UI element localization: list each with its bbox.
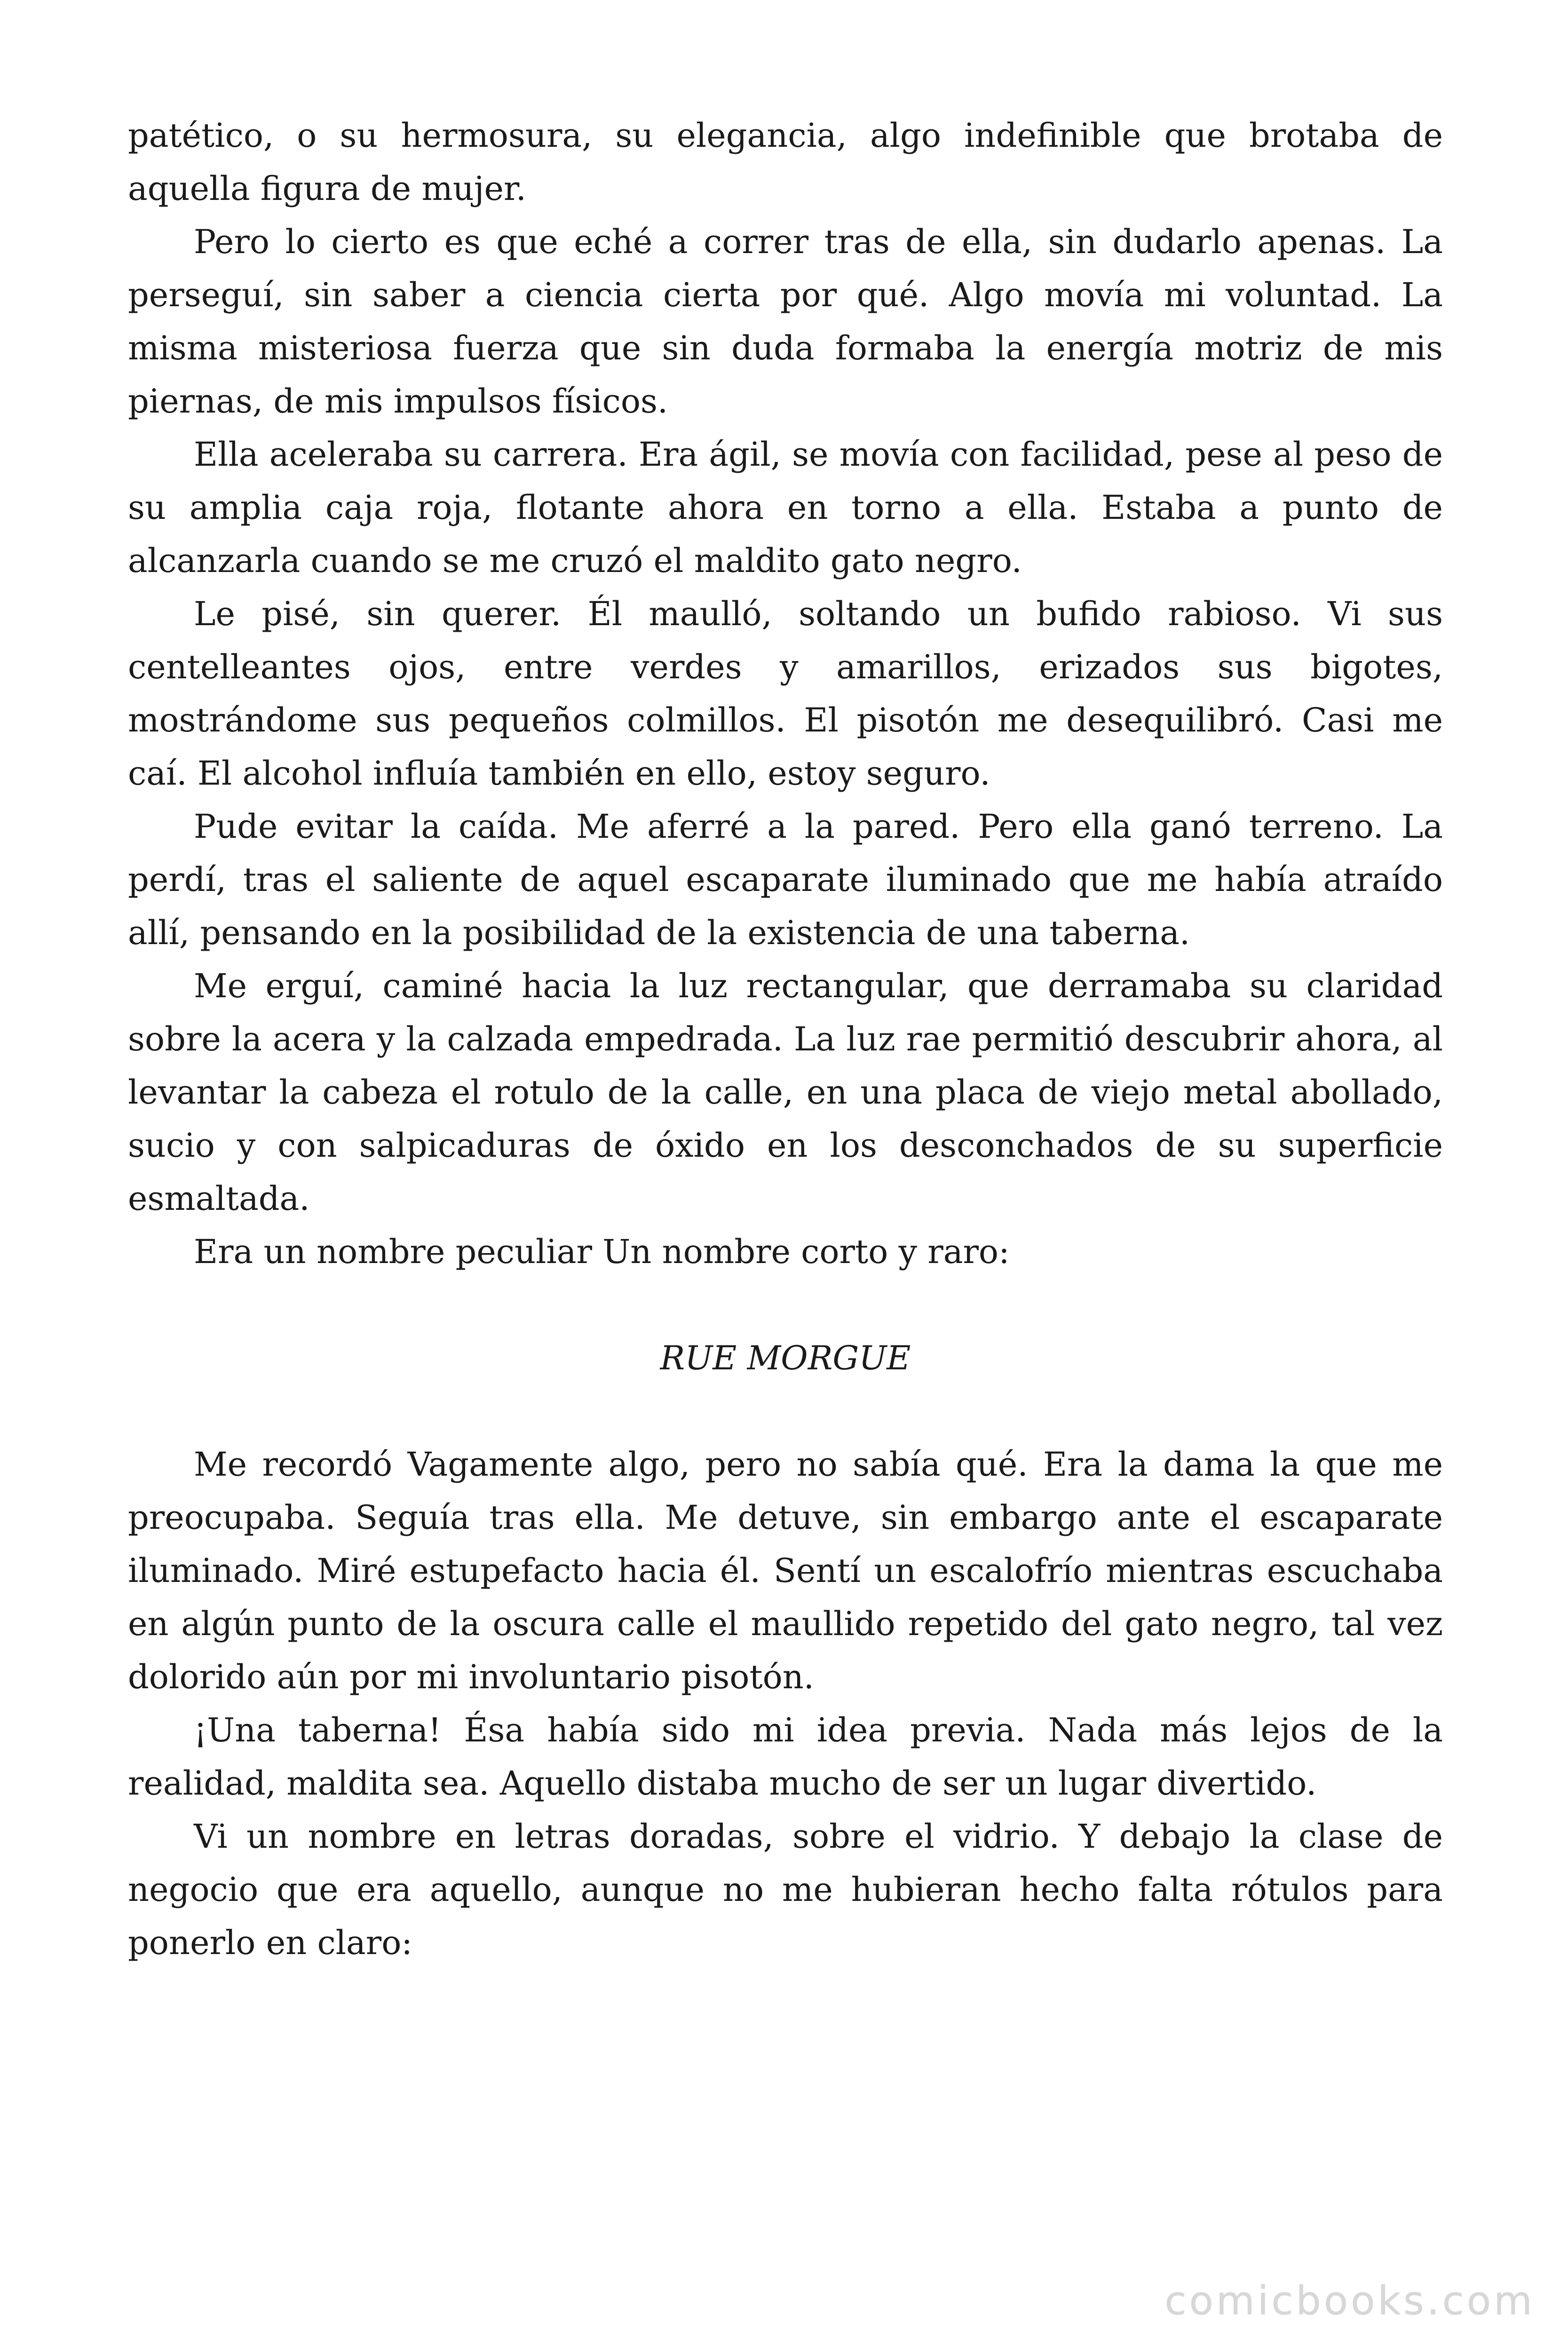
paragraph: Me erguí, caminé hacia la luz rectangular, que derramaba su claridad sobre la acera y la calzada empedrada. La luz rae permitió descubrir ahora, al levantar la cabeza el rotulo de la calle, en una placa de viejo metal abollado, sucio y con salpicaduras de óxido en los desconchados de su superficie esmaltada. xyxy=(128,967,1443,1218)
paragraph: Vi un nombre en letras doradas, sobre el vidrio. Y debajo la clase de negocio que era aquello, aunque no me hubieran hecho falta rótulos para ponerlo en claro: xyxy=(128,1817,1443,1962)
street-name-heading: RUE MORGUE xyxy=(660,1339,911,1377)
paragraph: Le pisé, sin querer. Él maulló, soltando un bufido rabioso. Vi sus centelleantes ojos, entre verdes y amarillos, erizados sus bigotes, mostrándome sus pequeños colmillos. El pisotón me desequilibró. Casi me caí. El alcohol influía también en ello, estoy seguro. xyxy=(128,595,1443,793)
watermark: comicbooks.com xyxy=(1164,2278,1535,2324)
paragraph: Ella aceleraba su carrera. Era ágil, se movía con facilidad, pese al peso de su amplia caja roja, flotante ahora en torno a ella. Estaba a punto de alcanzarla cuando se me cruzó el maldito gato negro. xyxy=(128,435,1443,580)
paragraph: ¡Una taberna! Ésa había sido mi idea previa. Nada más lejos de la realidad, maldita sea. Aquello distaba mucho de ser un lugar divertido. xyxy=(128,1711,1443,1803)
paragraph-continuation: patético, o su hermosura, su elegancia, algo indefinible que brotaba de aquella figura de mujer. xyxy=(128,116,1443,208)
page-body-text xyxy=(128,109,1443,1970)
paragraph: Pero lo cierto es que eché a correr tras de ella, sin dudarlo apenas. La perseguí, sin saber a ciencia cierta por qué. Algo movía mi voluntad. La misma misteriosa fuerza que sin duda formaba la energía motriz de mis piernas, de mis impulsos físicos. xyxy=(128,222,1443,421)
paragraph: Me recordó Vagamente algo, pero no sabía qué. Era la dama la que me preocupaba. Seguía tras ella. Me detuve, sin embargo ante el escaparate iluminado. Miré estupefacto hacia él. Sentí un escalofrío mientras escuchaba en algún punto de la oscura calle el maullido repetido del gato negro, tal vez dolorido aún por mi involuntario pisotón. xyxy=(128,1445,1443,1696)
paragraph: Pude evitar la caída. Me aferré a la pared. Pero ella ganó terreno. La perdí, tras el saliente de aquel escaparate iluminado que me había atraído allí, pensando en la posibilidad de la existencia de una taberna. xyxy=(128,807,1443,952)
paragraph: Era un nombre peculiar Un nombre corto y raro: xyxy=(194,1232,1010,1271)
